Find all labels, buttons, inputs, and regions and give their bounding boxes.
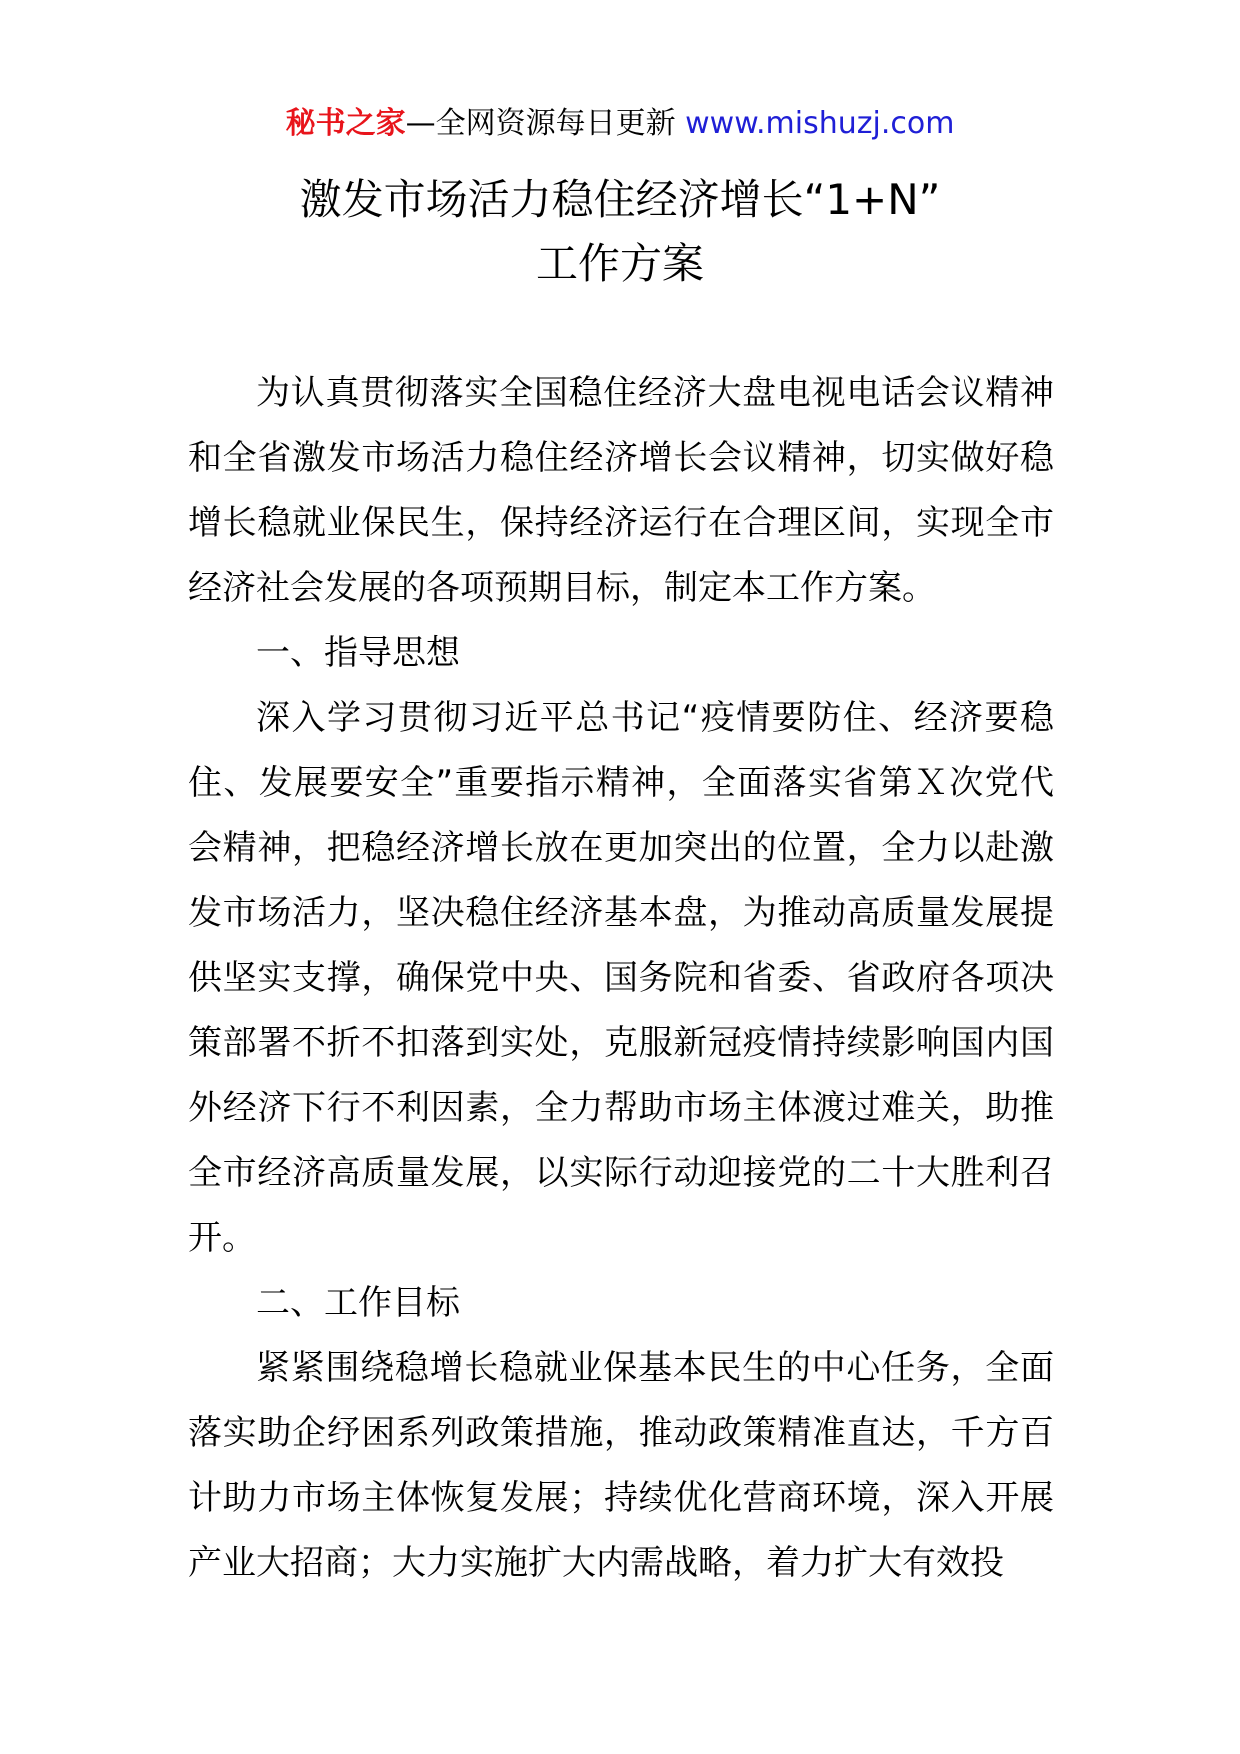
section-heading-work-goals: 二、工作目标 bbox=[256, 1283, 460, 1323]
work-goals-paragraph: 紧紧围绕稳增长稳就业保基本民生的中心任务，全面落实助企纾困系列政策措施，推动政策精准直达，千方百计助力市场主体恢复发展；持续优化营商环境，深入开展产业大招商；大力实施扩大内需战略，着力扩大有效投 bbox=[188, 1348, 1054, 1583]
document-body bbox=[188, 361, 1054, 1596]
title-line-2: 工作方案 bbox=[535, 239, 704, 288]
brand-name: 秘书之家 bbox=[285, 106, 406, 141]
intro-paragraph: 为认真贯彻落实全国稳住经济大盘电视电话会议精神和全省激发市场活力稳住经济增长会议精神，切实做好稳增长稳就业保民生，保持经济运行在合理区间，实现全市经济社会发展的各项预期目标，制定本工作方案。 bbox=[188, 373, 1054, 608]
site-header bbox=[0, 104, 1240, 144]
section-heading-guiding-ideology: 一、指导思想 bbox=[256, 633, 460, 673]
site-url-link[interactable]: www.mishuzj.com bbox=[685, 106, 955, 141]
header-slogan: —全网资源每日更新 bbox=[405, 106, 676, 141]
document-title bbox=[0, 168, 1240, 296]
guiding-ideology-paragraph: 深入学习贯彻习近平总书记“疫情要防住、经济要稳住、发展要安全”重要指示精神，全面落实省第Ｘ次党代会精神，把稳经济增长放在更加突出的位置，全力以赴激发市场活力，坚决稳住经济基本盘，为推动高质量发展提供坚实支撑，确保党中央、国务院和省委、省政府各项决策部署不折不扣落到实处，克服新冠疫情持续影响国内国外经济下行不利因素，全力帮助市场主体渡过难关，助推全市经济高质量发展，以实际行动迎接党的二十大胜利召开。 bbox=[188, 698, 1054, 1258]
title-line-1: 激发市场活力稳住经济增长“1+N” bbox=[299, 175, 941, 224]
